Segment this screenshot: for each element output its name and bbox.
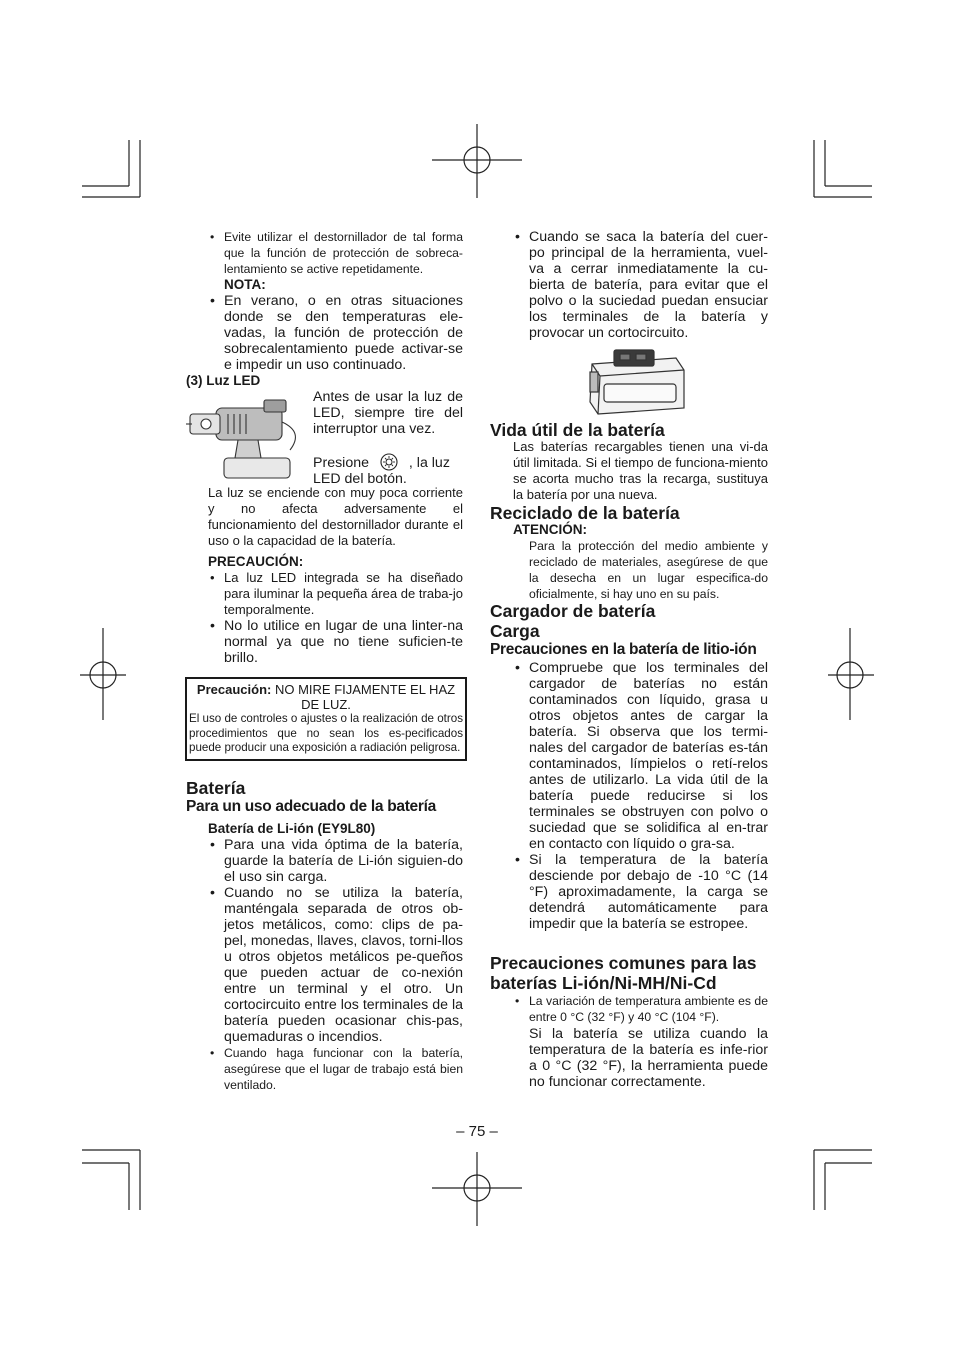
warning-box — [185, 677, 467, 761]
precaucion-bullets: • La luz LED integrada se ha diseñado para iluminar la pequeña área de traba-jo temporalmente. — [208, 570, 463, 618]
vida-util-heading: Vida útil de la batería — [490, 420, 665, 440]
nota-label: NOTA: — [224, 277, 266, 292]
atencion-label: ATENCIÓN: — [513, 522, 587, 537]
bateria-subheading: Para un uso adecuado de la batería — [186, 798, 436, 815]
battery-pack-illustration — [586, 348, 686, 416]
luz-text-b-end: , la luz LED del botón. — [313, 455, 450, 487]
registration-target-left — [80, 628, 126, 720]
drill-led-illustration — [186, 392, 310, 482]
bateria-bullets: • Para una vida óptima de la batería, guarde la batería de Li-ión siguien-do el uso sin carga. • Cuando no se utiliza la batería, manténgala separada de otros ob-jetos metálicos, como: clips de pa-pel, monedas, llaves, clavos, torni-llos u otros objetos metálicos pe-queños que pueden actuar de co-nexión entre un terminal y el otro. Un cortocircuito entre los terminales de la batería pueden ocasionar chis-pas, quemaduras o incendios. — [208, 837, 463, 1045]
luz-paragraph: La luz se enciende con muy poca corriente y no afecta adversamente el funcionamiento del destornillador durante el uso o la capacidad de la batería. — [208, 485, 463, 548]
luz-text-a: Antes de usar la luz de LED, siempre tire del interruptor una vez. — [313, 389, 463, 437]
litio-heading: Precauciones en la batería de litio-ión — [490, 641, 757, 658]
precaucion-label: PRECAUCIÓN: — [208, 554, 304, 569]
registration-target-bottom — [432, 1152, 522, 1226]
vida-util-text: Las baterías recargables tienen una vi-da útil limitada. Si el tiempo de funciona-miento se acorta mucho tras la recarga, sustituya la batería por una nueva. — [513, 439, 768, 502]
registration-target-top — [432, 124, 522, 198]
registration-target-right — [828, 628, 874, 720]
luz-led-heading: (3) Luz LED — [186, 373, 261, 388]
nota-bullet: • En verano, o en otras situaciones donde se den temperaturas ele-vadas, la función de protección de sobrecalentamiento puede activar-se e impedir un uso continuado. — [208, 293, 463, 373]
litio-bullets: • Compruebe que los terminales del cargador de baterías no están contaminados con líquido, grasa u otros objetos antes de cargar la batería. Si observa que los termi-nales del cargador de baterías es-tán contaminados, límpielos o retí-relos antes de utilizarlo. La vida útil de la batería puede reducirse si los terminales se obstruyen con polvo o suciedad que se solidifica al en-trar en contacto con líquido o gra-sa. • Si la temperatura de la batería desciende por debajo de -10 °C (14 °F) aproximadamente, la carga se detendrá automáticamente para impedir que la batería se estropee. — [513, 660, 768, 932]
atencion-text: Para la protección del medio ambiente y reciclado de materiales, asegúrese de que la desecha en un lugar especifica-do oficialmente, si hay uno en su país. — [529, 539, 768, 601]
cargador-heading: Cargador de batería — [490, 601, 656, 621]
warning-box-text: El uso de controles o ajustes o la realización de otros procedimientos que no sean los es-pecificados puede producir una exposición a radiación peligrosa. — [189, 712, 463, 754]
bateria-bullet-3: • Cuando haga funcionar con la batería, asegúrese que el lugar de trabajo está bien ventilado. — [208, 1045, 463, 1093]
warning-box-title: NO MIRE FIJAMENTE EL HAZ DE LUZ. — [274, 682, 456, 712]
luz-text-b-start: Presione — [313, 455, 369, 471]
comunes-bullet-cont: Si la batería se utiliza cuando la temperatura de la batería es infe-rior a 0 °C (32 °F), la herramienta puede no funcionar correctamente. — [529, 1026, 768, 1090]
comunes-bullet: • La variación de temperatura ambiente es de entre 0 °C (32 °F) y 40 °C (104 °F). — [513, 993, 768, 1025]
light-button-icon — [379, 453, 399, 471]
left-bullet-sobrecalentamiento: • Evite utilizar el destornillador de tal forma que la función de protección de sobreca-lentamiento se active repetidamente. — [208, 229, 463, 277]
comunes-heading: Precauciones comunes para las baterías Li-ión/Ni-MH/Ni-Cd — [490, 953, 757, 993]
bateria-heading: Batería — [186, 778, 246, 798]
page-number: – 75 – — [456, 1123, 498, 1140]
right-bullet-cubierta: • Cuando se saca la batería del cuer-po principal de la herramienta, vuel-va a cerrar inmediatamente la cu-bierta de batería, para evitar que el polvo o la suciedad puedan ensuciar los terminales de la batería y provocar un cortocircuito. — [513, 229, 768, 341]
carga-heading: Carga — [490, 621, 540, 641]
bateria-model: Batería de Li-ión (EY9L80) — [208, 821, 376, 836]
precaucion-bullet-2: • No lo utilice en lugar de una linter-na normal ya que no tiene suficien-te brillo. — [208, 618, 463, 666]
warning-box-label: Precaución: — [196, 682, 272, 697]
reciclado-heading: Reciclado de la batería — [490, 503, 680, 523]
luz-text-b — [313, 453, 463, 487]
